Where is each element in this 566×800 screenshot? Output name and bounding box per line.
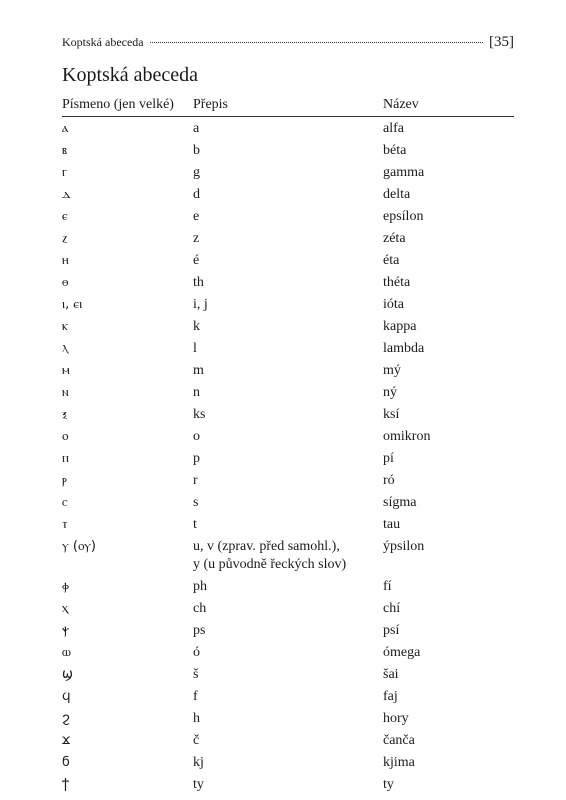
letter-name: čanča [383,733,415,748]
column-header-letter: Písmeno (jen velké) [62,97,174,112]
transliteration: ty [193,777,204,792]
transliteration: d [193,187,200,202]
running-head [62,34,514,52]
table-row [62,599,514,619]
coptic-letter: ⲑ [62,275,69,290]
running-head-title: Koptská abeceda [62,35,144,49]
table-row [62,383,514,403]
table-row [62,405,514,425]
transliteration: ps [193,623,206,638]
transliteration: k [193,319,200,334]
transliteration: th [193,275,204,290]
coptic-letter: ϫ [62,733,71,748]
transliteration: e [193,209,200,224]
coptic-letter: ⲃ [62,143,67,158]
letter-name: ómega [383,645,421,660]
letter-name: mý [383,363,401,378]
letter-name: sígma [383,495,417,510]
coptic-letter: ⲝ [62,407,67,422]
coptic-letter: ⲍ [62,231,68,246]
dot-leader [150,42,483,43]
coptic-letter: ⲅ [62,165,68,180]
letter-name: psí [383,623,400,638]
table-row [62,775,514,795]
coptic-letter: ⲥ [62,495,68,510]
table-row [62,229,514,249]
table-row [62,185,514,205]
transliteration: l [193,341,197,356]
column-header-name: Název [383,97,419,112]
table-row [62,621,514,641]
letter-name: kjima [383,755,415,770]
page-title: Koptská abeceda [62,64,199,86]
coptic-letter: ⲣ [62,473,67,488]
table-row [62,317,514,337]
table-row [62,665,514,685]
coptic-letter: ⲁ [62,121,69,136]
table-row [62,251,514,271]
coptic-letter: ⲗ [62,341,69,356]
letter-name: fí [383,579,392,594]
transliteration: s [193,495,199,510]
transliteration: r [193,473,198,488]
transliteration: t [193,517,197,532]
transliteration: ks [193,407,206,422]
coptic-letter: ⲡ [62,451,69,466]
letter-name: šai [383,667,399,682]
page-number: [35] [489,34,514,50]
letter-name: epsílon [383,209,424,224]
table-row [62,577,514,597]
coptic-letter: ⲟ [62,429,69,444]
letter-name: tau [383,517,401,532]
transliteration: ph [193,579,207,594]
column-header-transliteration: Přepis [193,97,228,112]
table-row [62,449,514,469]
table-row [62,427,514,447]
coptic-letter: ⲕ [62,319,68,334]
coptic-letter: ⲭ [62,601,68,616]
alphabet-table [62,96,514,795]
letter-name: ró [383,473,395,488]
transliteration: f [193,689,198,704]
coptic-letter: ϭ [62,755,70,770]
table-row [62,515,514,535]
table-row [62,273,514,293]
table-row [62,731,514,751]
transliteration: a [193,121,200,136]
table-row [62,687,514,707]
transliteration: u, v (zprav. před samohl.), y (u původně řeckých slov) [193,539,347,572]
coptic-letter: ⲩ (ⲟⲩ) [62,539,96,554]
transliteration: č [193,733,200,748]
coptic-letter: ⲓ, ⲉⲓ [62,297,83,312]
transliteration: i, j [193,297,208,312]
letter-name: ksí [383,407,400,422]
letter-name: ýpsilon [383,539,425,554]
letter-name: chí [383,601,401,616]
table-row [62,471,514,491]
transliteration: é [193,253,200,268]
transliteration: b [193,143,200,158]
coptic-letter: ⲯ [62,623,70,638]
letter-name: ný [383,385,397,400]
coptic-letter: ϥ [62,689,71,704]
table-row [62,339,514,359]
table-row [62,493,514,513]
transliteration: z [193,231,200,246]
table-row [62,537,514,575]
coptic-letter: ⲙ [62,363,70,378]
coptic-letter: ⲫ [62,579,69,594]
letter-name: hory [383,711,409,726]
letter-name: béta [383,143,407,158]
table-row [62,361,514,381]
coptic-letter: ⲧ [62,517,68,532]
letter-name: delta [383,187,411,202]
letter-name: théta [383,275,411,290]
coptic-letter: ⲇ [62,187,71,202]
table-row [62,643,514,663]
letter-name: ty [383,777,394,792]
coptic-letter: ⲏ [62,253,69,268]
transliteration: n [193,385,200,400]
letter-name: pí [383,451,394,466]
coptic-letter: ϩ [62,711,70,726]
table-row [62,295,514,315]
letter-name: éta [383,253,400,268]
letter-name: alfa [383,121,404,136]
coptic-letter: ϯ [62,777,69,792]
table-header [62,96,514,117]
coptic-letter: ⲉ [62,209,68,224]
transliteration: m [193,363,204,378]
letter-name: ióta [383,297,404,312]
table-row [62,709,514,729]
transliteration: ó [193,645,200,660]
transliteration: ch [193,601,207,616]
letter-name: omikron [383,429,431,444]
coptic-letter: ⲛ [62,385,69,400]
coptic-letter: ϣ [62,667,73,682]
table-row [62,141,514,161]
table-body [62,119,514,795]
book-page [62,0,514,800]
table-row [62,207,514,227]
transliteration: g [193,165,200,180]
letter-name: lambda [383,341,425,356]
letter-name: faj [383,689,398,704]
letter-name: kappa [383,319,417,334]
table-row [62,119,514,139]
transliteration: o [193,429,200,444]
transliteration: kj [193,755,204,770]
transliteration: h [193,711,200,726]
coptic-letter: ⲱ [62,645,71,660]
letter-name: gamma [383,165,425,180]
table-row [62,163,514,183]
letter-name: zéta [383,231,406,246]
table-row [62,753,514,773]
transliteration: š [193,667,199,682]
transliteration: p [193,451,200,466]
